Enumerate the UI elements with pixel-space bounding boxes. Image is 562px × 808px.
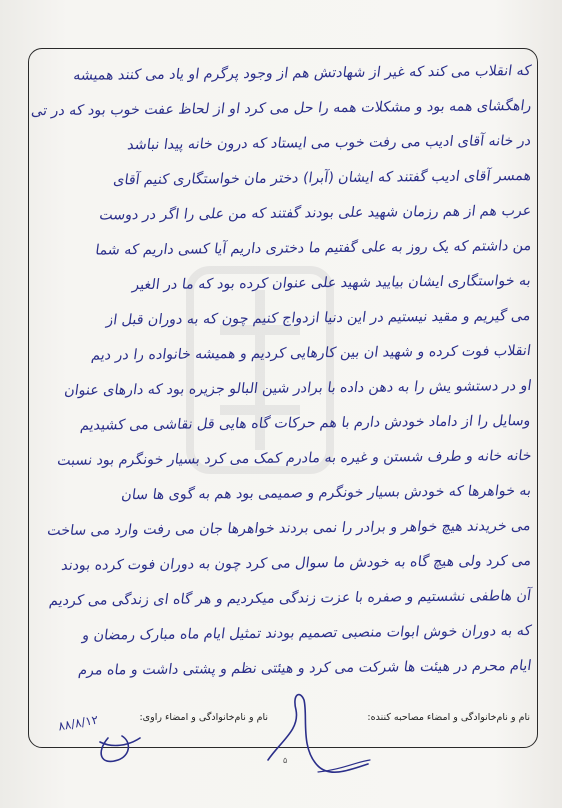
- text-line: راهگشای همه بود و مشکلات همه را حل می کرد او از لحاظ عفت خوب بود که در تی: [29, 98, 533, 120]
- text-line: عرب هم از هم رزمان شهید علی بودند گفتند که من علی را اگر در دوست: [98, 203, 533, 224]
- handwritten-date: ۸۸/۸/۱۲: [57, 712, 100, 734]
- text-line: او در دستشو یش را به دهن داده با برادر شین البالو جزیره بود که دارهای عنوان: [62, 378, 533, 399]
- text-line: می خریدند هیچ خواهر و برادر را نمی بردند خواهرها جان می رفت وارد می ساخت: [46, 518, 533, 540]
- text-line: ایام محرم در هیئت ها شرکت می کرد و هیئتی نظم و پشتی داشت و ماه مرم: [77, 658, 533, 679]
- text-line: در خانه آقای ادیب می رفت خوب می ایستاد که درون خانه پیدا نباشد: [126, 133, 533, 154]
- text-line: که به دوران خوش ابوات منصبی تصمیم بودند تمثیل ایام ماه مبارک رمضان و: [81, 623, 533, 644]
- text-line: به خواستگاری ایشان بیایید شهید علی عنوان کرده بود که ما در الغیر: [131, 273, 533, 294]
- text-line: انقلاب فوت کرده و شهید ان بین کارهایی کردیم و همیشه خانواده را در دیم: [90, 343, 533, 364]
- text-line: خانه خانه و طرف شستن و غیره به مادرم کمک می کرد بسیار خونگرم بود نسبت: [55, 448, 533, 469]
- signature-footer: [40, 712, 530, 732]
- text-line: آن هاطفی نشستیم و صفره با عزت زندگی میکردیم و هر گاه ای زندگی می کردیم: [48, 588, 533, 610]
- text-line: که انقلاب می کند که غیر از شهادتش هم از وجود پرگرم او یاد می کنند همیشه: [72, 63, 533, 84]
- handwritten-text: [29, 49, 538, 748]
- interviewer-signature-label: نام و نام‌خانوادگی و امضاء مصاحبه کننده:: [367, 712, 530, 723]
- text-line: می گیریم و مقید نیستیم در این دنیا ازدواج کنیم چون که به دوران قبل از: [105, 308, 533, 329]
- text-line: وسایل را از داماد خودش دارم با هم حرکات گاه هایی قل نقاشی می کشیدیم: [79, 413, 533, 434]
- text-line: به خواهرها که خودش بسیار خونگرم و صمیمی بود هم به گوی ها سان: [120, 483, 533, 504]
- page-number: ۵: [283, 756, 288, 765]
- text-line: همسر آقای ادیب گفتند که ایشان (آبرا) دختر مان خواستگاری کنیم آقای: [112, 168, 533, 189]
- text-line: می کرد ولی هیچ گاه به خودش ما سوال می کرد چون به دوران فوت کرده بودند: [60, 553, 533, 574]
- narrator-signature-label: نام و نام‌خانوادگی و امضاء راوی:: [139, 712, 268, 723]
- text-line: من داشتم که یک روز به علی گفتیم ما دختری داریم آیا کسی داریم که شما: [93, 238, 533, 259]
- writing-frame: [28, 48, 538, 748]
